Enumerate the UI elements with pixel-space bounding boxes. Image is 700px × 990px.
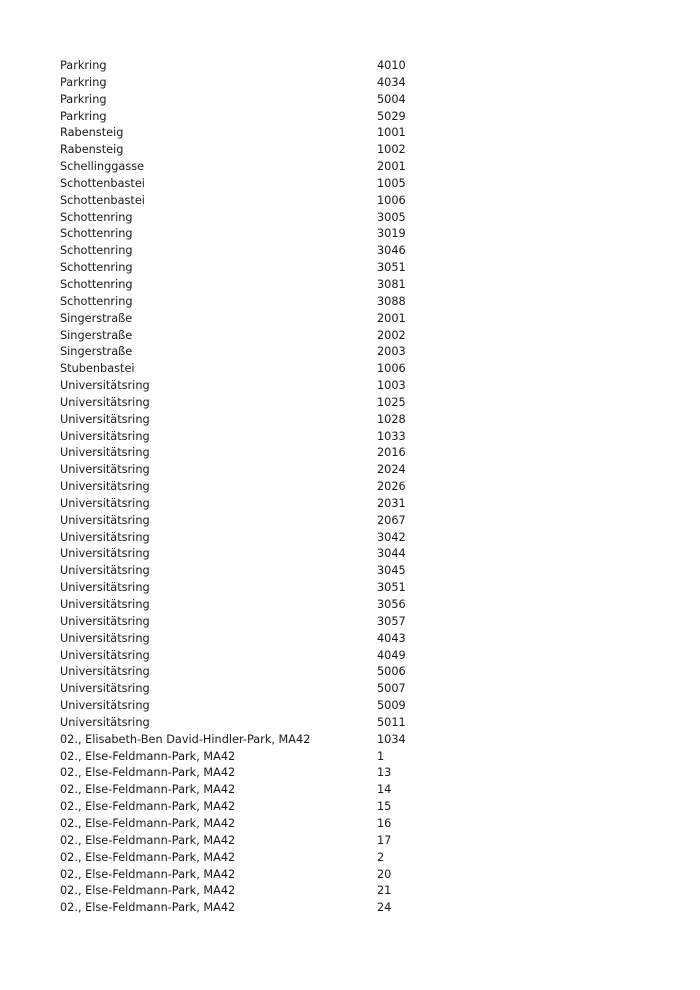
location-number-cell: 3005: [377, 210, 406, 224]
location-name-cell: Schottenring: [60, 277, 133, 291]
location-number-cell: 4034: [377, 75, 406, 89]
location-number-cell: 3051: [377, 261, 406, 275]
location-name-cell: Universitätsring: [60, 581, 150, 595]
location-number-cell: 2026: [377, 480, 406, 494]
location-name-cell: Parkring: [60, 75, 107, 89]
table-row: [60, 109, 640, 126]
table-row: [60, 328, 640, 345]
location-number-cell: 3051: [377, 581, 406, 595]
table-row: [60, 664, 640, 681]
table-row: [60, 597, 640, 614]
location-name-cell: 02., Else-Feldmann-Park, MA42: [60, 816, 236, 830]
location-listing-table: [60, 58, 640, 917]
location-name-cell: Universitätsring: [60, 598, 150, 611]
location-number-cell: 2002: [377, 328, 406, 342]
location-name-cell: Parkring: [60, 109, 107, 123]
location-name-cell: Rabensteig: [60, 143, 124, 157]
table-row: [60, 445, 640, 462]
table-row: [60, 799, 640, 816]
location-name-cell: Universitätsring: [60, 395, 150, 409]
location-name-cell: Schottenbastei: [60, 193, 145, 207]
location-number-cell: 3081: [377, 277, 406, 291]
location-name-cell: Universitätsring: [60, 480, 150, 494]
location-name-cell: Universitätsring: [60, 463, 150, 477]
location-name-cell: 02., Else-Feldmann-Park, MA42: [60, 749, 236, 763]
location-name-cell: Universitätsring: [60, 614, 150, 628]
location-number-cell: 3046: [377, 244, 406, 258]
location-number-cell: 1001: [377, 126, 406, 140]
table-row: [60, 58, 640, 75]
location-name-cell: Universitätsring: [60, 496, 150, 510]
location-name-cell: Parkring: [60, 59, 107, 72]
location-number-cell: 4043: [377, 631, 406, 645]
table-row: [60, 496, 640, 513]
table-row: [60, 648, 640, 665]
table-row: [60, 833, 640, 850]
location-number-cell: 3044: [377, 547, 406, 561]
table-row: [60, 142, 640, 159]
table-row: [60, 614, 640, 631]
location-name-cell: 02., Else-Feldmann-Park, MA42: [60, 901, 236, 915]
location-number-cell: 2016: [377, 446, 406, 460]
table-row: [60, 732, 640, 749]
location-number-cell: 16: [377, 816, 392, 830]
location-number-cell: 3019: [377, 227, 406, 241]
location-number-cell: 1006: [377, 193, 406, 207]
table-row: [60, 546, 640, 563]
table-row: [60, 580, 640, 597]
location-number-cell: 3042: [377, 530, 406, 544]
location-name-cell: Universitätsring: [60, 446, 150, 460]
table-row: [60, 260, 640, 277]
location-name-cell: Universitätsring: [60, 530, 150, 544]
table-row: [60, 563, 640, 580]
table-row: [60, 850, 640, 867]
location-number-cell: 1033: [377, 429, 406, 443]
location-name-cell: Schottenbastei: [60, 176, 145, 190]
table-row: [60, 715, 640, 732]
table-row: [60, 92, 640, 109]
location-name-cell: Universitätsring: [60, 715, 150, 729]
location-name-cell: Schellinggasse: [60, 160, 145, 174]
table-row: [60, 193, 640, 210]
location-number-cell: 15: [377, 800, 392, 814]
location-name-cell: Universitätsring: [60, 412, 150, 426]
table-row: [60, 631, 640, 648]
location-number-cell: 1003: [377, 379, 406, 393]
location-name-cell: 02., Else-Feldmann-Park, MA42: [60, 867, 236, 881]
location-name-cell: 02., Elisabeth-Ben David-Hindler-Park, MA42: [60, 732, 311, 746]
location-name-cell: Universitätsring: [60, 564, 150, 578]
location-number-cell: 5006: [377, 665, 406, 679]
table-row: [60, 361, 640, 378]
location-number-cell: 5029: [377, 109, 406, 123]
location-name-cell: Universitätsring: [60, 699, 150, 713]
location-number-cell: 5009: [377, 699, 406, 713]
location-name-cell: Rabensteig: [60, 126, 124, 140]
location-name-cell: 02., Else-Feldmann-Park, MA42: [60, 833, 236, 847]
table-row: [60, 429, 640, 446]
location-listing-body: [60, 58, 640, 917]
location-number-cell: 1002: [377, 143, 406, 157]
table-row: [60, 867, 640, 884]
location-number-cell: 21: [377, 884, 392, 898]
location-number-cell: 2: [377, 850, 385, 864]
location-name-cell: Universitätsring: [60, 379, 150, 393]
location-name-cell: 02., Else-Feldmann-Park, MA42: [60, 850, 236, 864]
location-number-cell: 2003: [377, 345, 406, 359]
location-number-cell: 1034: [377, 732, 406, 746]
location-number-cell: 20: [377, 867, 392, 881]
location-number-cell: 3056: [377, 598, 406, 611]
table-row: [60, 698, 640, 715]
location-name-cell: Universitätsring: [60, 631, 150, 645]
table-row: [60, 125, 640, 142]
location-name-cell: 02., Else-Feldmann-Park, MA42: [60, 766, 236, 780]
location-number-cell: 13: [377, 766, 392, 780]
location-name-cell: Stubenbastei: [60, 362, 135, 376]
table-row: [60, 900, 640, 917]
location-number-cell: 1028: [377, 412, 406, 426]
table-row: [60, 378, 640, 395]
location-name-cell: Universitätsring: [60, 513, 150, 527]
location-number-cell: 2001: [377, 311, 406, 325]
location-number-cell: 3057: [377, 614, 406, 628]
location-number-cell: 3088: [377, 294, 406, 308]
location-number-cell: 2067: [377, 513, 406, 527]
location-number-cell: 24: [377, 901, 392, 915]
table-row: [60, 816, 640, 833]
table-row: [60, 277, 640, 294]
location-number-cell: 17: [377, 833, 392, 847]
table-row: [60, 176, 640, 193]
location-number-cell: 5011: [377, 715, 406, 729]
location-name-cell: Schottenring: [60, 294, 133, 308]
location-name-cell: Universitätsring: [60, 648, 150, 662]
location-number-cell: 2001: [377, 160, 406, 174]
location-number-cell: 5007: [377, 682, 406, 696]
location-name-cell: Universitätsring: [60, 429, 150, 443]
location-name-cell: 02., Else-Feldmann-Park, MA42: [60, 884, 236, 898]
table-row: [60, 479, 640, 496]
location-name-cell: 02., Else-Feldmann-Park, MA42: [60, 800, 236, 814]
location-number-cell: 4049: [377, 648, 406, 662]
table-row: [60, 395, 640, 412]
location-number-cell: 1006: [377, 362, 406, 376]
location-number-cell: 4010: [377, 59, 406, 72]
location-name-cell: Universitätsring: [60, 547, 150, 561]
table-row: [60, 311, 640, 328]
location-name-cell: 02., Else-Feldmann-Park, MA42: [60, 783, 236, 797]
table-row: [60, 243, 640, 260]
location-number-cell: 14: [377, 783, 392, 797]
table-row: [60, 530, 640, 547]
location-name-cell: Schottenring: [60, 261, 133, 275]
location-name-cell: Universitätsring: [60, 682, 150, 696]
location-number-cell: 3045: [377, 564, 406, 578]
table-row: [60, 765, 640, 782]
table-row: [60, 462, 640, 479]
table-row: [60, 412, 640, 429]
location-number-cell: 1005: [377, 176, 406, 190]
location-name-cell: Schottenring: [60, 210, 133, 224]
location-number-cell: 1025: [377, 395, 406, 409]
location-name-cell: Schottenring: [60, 227, 133, 241]
table-row: [60, 883, 640, 900]
location-name-cell: Singerstraße: [60, 311, 133, 325]
location-name-cell: Singerstraße: [60, 345, 133, 359]
table-row: [60, 159, 640, 176]
location-name-cell: Schottenring: [60, 244, 133, 258]
location-name-cell: Universitätsring: [60, 665, 150, 679]
table-row: [60, 210, 640, 227]
location-name-cell: Parkring: [60, 92, 107, 106]
table-row: [60, 294, 640, 311]
location-number-cell: 2031: [377, 496, 406, 510]
table-row: [60, 226, 640, 243]
table-row: [60, 513, 640, 530]
table-row: [60, 344, 640, 361]
location-number-cell: 5004: [377, 92, 406, 106]
table-row: [60, 749, 640, 766]
location-number-cell: 2024: [377, 463, 406, 477]
location-name-cell: Singerstraße: [60, 328, 133, 342]
table-row: [60, 681, 640, 698]
table-row: [60, 782, 640, 799]
table-row: [60, 75, 640, 92]
location-number-cell: 1: [377, 749, 385, 763]
